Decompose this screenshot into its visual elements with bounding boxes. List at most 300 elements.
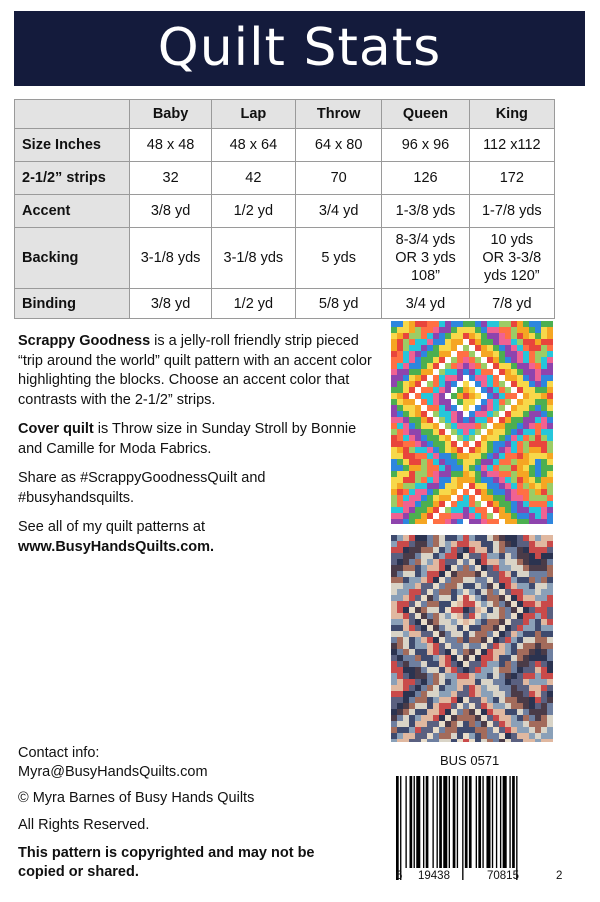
quilt-square	[403, 607, 409, 613]
barcode-bar	[439, 776, 442, 868]
quilt-square	[547, 411, 553, 417]
quilt-square	[487, 649, 493, 655]
quilt-square	[445, 589, 451, 595]
quilt-square	[535, 381, 541, 387]
quilt-square	[523, 441, 529, 447]
quilt-square	[481, 685, 487, 691]
quilt-square	[427, 667, 433, 673]
quilt-square	[529, 351, 535, 357]
quilt-square	[493, 541, 499, 547]
quilt-square	[397, 351, 403, 357]
quilt-square	[463, 697, 469, 703]
quilt-square	[487, 495, 493, 501]
quilt-square	[487, 471, 493, 477]
quilt-square	[505, 483, 511, 489]
quilt-square	[403, 513, 409, 519]
quilt-square	[433, 631, 439, 637]
quilt-square	[403, 339, 409, 345]
quilt-square	[475, 453, 481, 459]
quilt-square	[487, 691, 493, 697]
quilt-square	[469, 399, 475, 405]
quilt-square	[391, 333, 397, 339]
quilt-square	[535, 613, 541, 619]
quilt-square	[409, 471, 415, 477]
quilt-square	[445, 595, 451, 601]
quilt-square	[457, 541, 463, 547]
quilt-square	[463, 447, 469, 453]
quilt-square	[397, 739, 403, 742]
quilt-square	[505, 601, 511, 607]
quilt-square	[505, 465, 511, 471]
quilt-square	[415, 679, 421, 685]
quilt-square	[397, 619, 403, 625]
quilt-square	[397, 357, 403, 363]
quilt-square	[529, 613, 535, 619]
barcode-bar	[476, 776, 477, 868]
quilt-square	[511, 399, 517, 405]
quilt-square	[505, 441, 511, 447]
quilt-square	[505, 727, 511, 733]
quilt-square	[403, 477, 409, 483]
quilt-square	[493, 649, 499, 655]
quilt-square	[535, 709, 541, 715]
quilt-square	[445, 459, 451, 465]
quilt-square	[481, 553, 487, 559]
quilt-square	[493, 423, 499, 429]
quilt-square	[511, 733, 517, 739]
quilt-square	[541, 399, 547, 405]
quilt-square	[391, 733, 397, 739]
quilt-square	[475, 631, 481, 637]
quilt-square	[475, 471, 481, 477]
quilt-square	[451, 595, 457, 601]
quilt-square	[487, 643, 493, 649]
quilt-square	[499, 447, 505, 453]
quilt-square	[415, 577, 421, 583]
quilt-square	[433, 339, 439, 345]
quilt-square	[541, 381, 547, 387]
quilt-square	[433, 387, 439, 393]
quilt-square	[523, 327, 529, 333]
quilt-square	[415, 489, 421, 495]
quilt-square	[487, 501, 493, 507]
quilt-square	[517, 631, 523, 637]
quilt-square	[433, 435, 439, 441]
page-title: Quilt Stats	[157, 18, 442, 78]
quilt-square	[445, 399, 451, 405]
quilt-square	[403, 565, 409, 571]
quilt-square	[541, 363, 547, 369]
quilt-square	[409, 477, 415, 483]
quilt-square	[517, 501, 523, 507]
quilt-square	[535, 507, 541, 513]
quilt-square	[505, 345, 511, 351]
quilt-square	[535, 649, 541, 655]
quilt-square	[499, 411, 505, 417]
quilt-square	[415, 327, 421, 333]
quilt-square	[547, 541, 553, 547]
quilt-square	[541, 709, 547, 715]
quilt-square	[523, 661, 529, 667]
quilt-square	[547, 489, 553, 495]
quilt-square	[469, 501, 475, 507]
quilt-square	[409, 483, 415, 489]
quilt-square	[403, 577, 409, 583]
quilt-square	[469, 691, 475, 697]
quilt-square	[487, 339, 493, 345]
quilt-square	[535, 327, 541, 333]
quilt-square	[391, 715, 397, 721]
quilt-square	[523, 357, 529, 363]
quilt-square	[457, 733, 463, 739]
quilt-square	[445, 501, 451, 507]
quilt-square	[481, 571, 487, 577]
quilt-square	[409, 715, 415, 721]
quilt-square	[523, 435, 529, 441]
quilt-square	[547, 441, 553, 447]
row-label: Binding	[15, 289, 130, 319]
quilt-square	[505, 631, 511, 637]
quilt-square	[445, 661, 451, 667]
quilt-square	[517, 471, 523, 477]
quilt-square	[481, 477, 487, 483]
quilt-square	[469, 411, 475, 417]
quilt-square	[403, 547, 409, 553]
quilt-square	[427, 369, 433, 375]
quilt-square	[445, 441, 451, 447]
quilt-square	[421, 577, 427, 583]
quilt-square	[523, 477, 529, 483]
quilt-square	[415, 637, 421, 643]
quilt-square	[547, 589, 553, 595]
quilt-square	[463, 589, 469, 595]
barcode-bar	[500, 776, 501, 868]
quilt-square	[415, 613, 421, 619]
quilt-square	[505, 333, 511, 339]
quilt-square	[403, 333, 409, 339]
quilt-square	[499, 661, 505, 667]
description-paragraph	[18, 332, 374, 410]
quilt-square	[535, 619, 541, 625]
quilt-square	[499, 667, 505, 673]
quilt-square	[505, 733, 511, 739]
quilt-square	[451, 339, 457, 345]
quilt-square	[391, 483, 397, 489]
quilt-square	[493, 459, 499, 465]
quilt-square	[529, 583, 535, 589]
quilt-square	[511, 601, 517, 607]
quilt-square	[529, 321, 535, 327]
quilt-square	[451, 625, 457, 631]
quilt-square	[481, 327, 487, 333]
quilt-square	[415, 453, 421, 459]
barcode-bar	[496, 776, 497, 868]
quilt-square	[529, 679, 535, 685]
quilt-square	[481, 453, 487, 459]
quilt-square	[481, 417, 487, 423]
rights-text: All Rights Reserved.	[18, 816, 150, 833]
quilt-square	[433, 697, 439, 703]
quilt-square	[529, 691, 535, 697]
quilt-square	[475, 375, 481, 381]
quilt-square	[397, 423, 403, 429]
quilt-square	[445, 535, 451, 541]
quilt-square	[457, 465, 463, 471]
quilt-square	[475, 513, 481, 519]
quilt-square	[475, 381, 481, 387]
quilt-square	[547, 673, 553, 679]
quilt-square	[487, 369, 493, 375]
quilt-square	[511, 513, 517, 519]
quilt-square	[529, 375, 535, 381]
quilt-square	[463, 405, 469, 411]
quilt-square	[517, 513, 523, 519]
quilt-square	[427, 447, 433, 453]
table-cell-king-backing	[469, 228, 554, 289]
quilt-square	[481, 535, 487, 541]
quilt-square	[475, 601, 481, 607]
quilt-square	[463, 441, 469, 447]
quilt-square	[511, 547, 517, 553]
barcode-bar	[469, 776, 472, 868]
quilt-square	[433, 703, 439, 709]
quilt-square	[451, 541, 457, 547]
quilt-square	[547, 423, 553, 429]
quilt-square	[391, 631, 397, 637]
quilt-square	[523, 501, 529, 507]
quilt-square	[451, 697, 457, 703]
quilt-square	[457, 595, 463, 601]
quilt-square	[409, 613, 415, 619]
quilt-square	[427, 637, 433, 643]
quilt-square	[511, 447, 517, 453]
barcode-bar	[482, 776, 483, 868]
quilt-square	[541, 429, 547, 435]
quilt-square	[451, 685, 457, 691]
quilt-square	[451, 483, 457, 489]
quilt-square	[535, 519, 541, 524]
quilt-square	[427, 393, 433, 399]
quilt-square	[409, 327, 415, 333]
quilt-square	[433, 495, 439, 501]
quilt-square	[487, 595, 493, 601]
quilt-square	[493, 357, 499, 363]
quilt-square	[397, 489, 403, 495]
quilt-square	[541, 685, 547, 691]
quilt-square	[403, 447, 409, 453]
quilt-square	[457, 399, 463, 405]
quilt-square	[541, 601, 547, 607]
quilt-square	[433, 661, 439, 667]
quilt-square	[481, 471, 487, 477]
quilt-square	[463, 477, 469, 483]
quilt-square	[391, 447, 397, 453]
quilt-square	[517, 453, 523, 459]
quilt-square	[421, 513, 427, 519]
title-banner	[14, 11, 585, 86]
quilt-square	[391, 387, 397, 393]
quilt-square	[505, 715, 511, 721]
quilt-square	[403, 715, 409, 721]
quilt-square	[421, 381, 427, 387]
quilt-square	[535, 393, 541, 399]
quilt-square	[499, 339, 505, 345]
quilt-square	[487, 715, 493, 721]
quilt-square	[529, 507, 535, 513]
quilt-square	[517, 519, 523, 524]
quilt-square	[535, 589, 541, 595]
quilt-square	[427, 501, 433, 507]
quilt-square	[427, 387, 433, 393]
contact-email[interactable]: Myra@BusyHandsQuilts.com	[18, 763, 208, 780]
quilt-square	[427, 321, 433, 327]
quilt-square	[511, 363, 517, 369]
quilt-square	[439, 513, 445, 519]
quilt-square	[517, 477, 523, 483]
quilt-square	[547, 559, 553, 565]
quilt-square	[499, 547, 505, 553]
quilt-square	[529, 501, 535, 507]
quilt-square	[463, 321, 469, 327]
quilt-square	[493, 399, 499, 405]
quilt-square	[511, 321, 517, 327]
quilt-square	[475, 399, 481, 405]
quilt-square	[403, 357, 409, 363]
quilt-square	[487, 327, 493, 333]
quilt-square	[517, 715, 523, 721]
quilt-square	[505, 351, 511, 357]
quilt-square	[523, 565, 529, 571]
quilt-square	[493, 519, 499, 524]
quilt-square	[421, 489, 427, 495]
barcode-bar	[423, 776, 424, 868]
quilt-square	[523, 625, 529, 631]
quilt-square	[451, 453, 457, 459]
quilt-square	[505, 429, 511, 435]
website-paragraph	[18, 518, 374, 557]
quilt-square	[409, 321, 415, 327]
quilt-square	[481, 637, 487, 643]
quilt-square	[541, 495, 547, 501]
quilt-square	[421, 547, 427, 553]
quilt-square	[541, 661, 547, 667]
website-link[interactable]: www.BusyHandsQuilts.com.	[18, 538, 215, 555]
quilt-square	[547, 471, 553, 477]
quilt-square	[517, 387, 523, 393]
quilt-square	[433, 709, 439, 715]
quilt-square	[463, 733, 469, 739]
quilt-square	[493, 721, 499, 727]
quilt-square	[499, 697, 505, 703]
quilt-square	[397, 661, 403, 667]
quilt-square	[421, 411, 427, 417]
quilt-square	[505, 721, 511, 727]
quilt-square	[541, 459, 547, 465]
contact-block	[18, 744, 338, 881]
quilt-square	[391, 697, 397, 703]
pattern-description	[18, 332, 374, 567]
quilt-square	[451, 399, 457, 405]
quilt-square	[529, 733, 535, 739]
quilt-square	[421, 535, 427, 541]
quilt-square	[481, 673, 487, 679]
quilt-square	[397, 643, 403, 649]
quilt-square	[415, 369, 421, 375]
quilt-square	[517, 495, 523, 501]
quilt-square	[463, 453, 469, 459]
quilt-square	[439, 691, 445, 697]
quilt-square	[541, 447, 547, 453]
quilt-square	[523, 513, 529, 519]
quilt-square	[487, 721, 493, 727]
quilt-square	[529, 339, 535, 345]
quilt-square	[433, 679, 439, 685]
quilt-square	[391, 613, 397, 619]
quilt-square	[427, 703, 433, 709]
quilt-square	[457, 507, 463, 513]
quilt-square	[487, 571, 493, 577]
quilt-square	[481, 435, 487, 441]
quilt-square	[505, 619, 511, 625]
quilt-square	[481, 667, 487, 673]
quilt-square	[457, 387, 463, 393]
quilt-square	[511, 495, 517, 501]
quilt-square	[397, 691, 403, 697]
quilt-square	[445, 703, 451, 709]
quilt-square	[481, 703, 487, 709]
quilt-square	[529, 571, 535, 577]
quilt-square	[547, 649, 553, 655]
quilt-square	[433, 541, 439, 547]
quilt-square	[457, 405, 463, 411]
quilt-square	[397, 679, 403, 685]
quilt-square	[523, 411, 529, 417]
quilt-square	[427, 571, 433, 577]
quilt-square	[451, 721, 457, 727]
quilt-square	[457, 631, 463, 637]
quilt-square	[391, 589, 397, 595]
quilt-square	[433, 559, 439, 565]
quilt-square	[421, 661, 427, 667]
quilt-square	[541, 541, 547, 547]
quilt-square	[439, 541, 445, 547]
quilt-square	[475, 495, 481, 501]
quilt-square	[463, 459, 469, 465]
quilt-square	[505, 435, 511, 441]
quilt-square	[445, 697, 451, 703]
quilt-square	[397, 429, 403, 435]
quilt-square	[409, 655, 415, 661]
quilt-square	[439, 547, 445, 553]
quilt-square	[511, 685, 517, 691]
quilt-square	[541, 417, 547, 423]
quilt-square	[391, 553, 397, 559]
barcode-bar	[462, 776, 463, 880]
quilt-square	[433, 477, 439, 483]
quilt-square	[517, 667, 523, 673]
quilt-square	[463, 327, 469, 333]
table-cell: 32	[130, 162, 211, 195]
quilt-square	[409, 351, 415, 357]
quilt-square	[397, 471, 403, 477]
quilt-square	[421, 429, 427, 435]
quilt-square	[445, 649, 451, 655]
quilt-square	[415, 547, 421, 553]
quilt-square	[469, 649, 475, 655]
table-cell: 5/8 yd	[296, 289, 382, 319]
quilt-square	[415, 697, 421, 703]
quilt-square	[439, 519, 445, 524]
